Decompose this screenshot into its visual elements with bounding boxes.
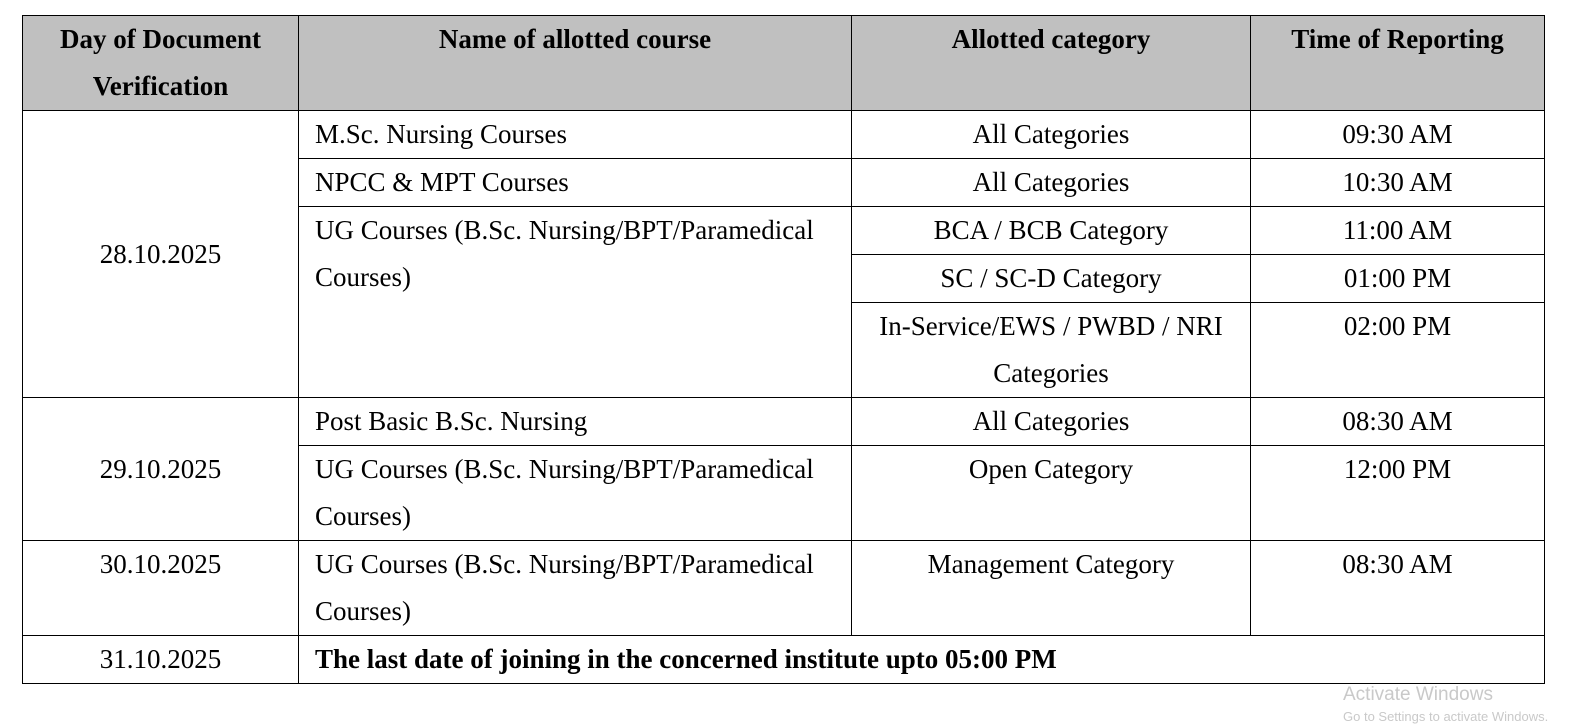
category-cell: In-Service/EWS / PWBD / NRI Categories [852,303,1251,398]
category-cell: Management Category [852,541,1251,636]
table-row [23,111,1545,159]
category-cell: All Categories [852,159,1251,207]
course-cell: Post Basic B.Sc. Nursing [299,398,852,446]
course-cell: NPCC & MPT Courses [299,159,852,207]
header-day: Day of Document Verification [23,16,299,111]
last-date-cell: 31.10.2025 [23,636,299,684]
header-category: Allotted category [852,16,1251,111]
table-row [23,398,1545,446]
table-row [23,541,1545,636]
date-cell: 28.10.2025 [23,111,299,398]
activate-windows-watermark [1343,684,1548,728]
category-cell: BCA / BCB Category [852,207,1251,255]
time-cell: 01:00 PM [1251,255,1545,303]
time-cell: 09:30 AM [1251,111,1545,159]
course-cell: UG Courses (B.Sc. Nursing/BPT/Paramedical Courses) [299,207,852,398]
watermark-title: Activate Windows [1343,684,1493,705]
course-cell: UG Courses (B.Sc. Nursing/BPT/Paramedical Courses) [299,541,852,636]
time-cell: 10:30 AM [1251,159,1545,207]
table-header-row [23,16,1545,111]
date-cell: 29.10.2025 [23,398,299,541]
category-cell: All Categories [852,111,1251,159]
watermark-subtitle: Go to Settings to activate Windows. [1343,709,1549,724]
header-time: Time of Reporting [1251,16,1545,111]
header-course: Name of allotted course [299,16,852,111]
document-verification-schedule-table [22,15,1545,684]
time-cell: 02:00 PM [1251,303,1545,398]
table-row-last-date [23,636,1545,684]
category-cell: Open Category [852,446,1251,541]
course-cell: UG Courses (B.Sc. Nursing/BPT/Paramedical Courses) [299,446,852,541]
time-cell: 08:30 AM [1251,398,1545,446]
last-date-note: The last date of joining in the concerned institute upto 05:00 PM [299,636,1545,684]
course-cell: M.Sc. Nursing Courses [299,111,852,159]
time-cell: 11:00 AM [1251,207,1545,255]
category-cell: SC / SC-D Category [852,255,1251,303]
time-cell: 12:00 PM [1251,446,1545,541]
time-cell: 08:30 AM [1251,541,1545,636]
category-cell: All Categories [852,398,1251,446]
date-cell: 30.10.2025 [23,541,299,636]
